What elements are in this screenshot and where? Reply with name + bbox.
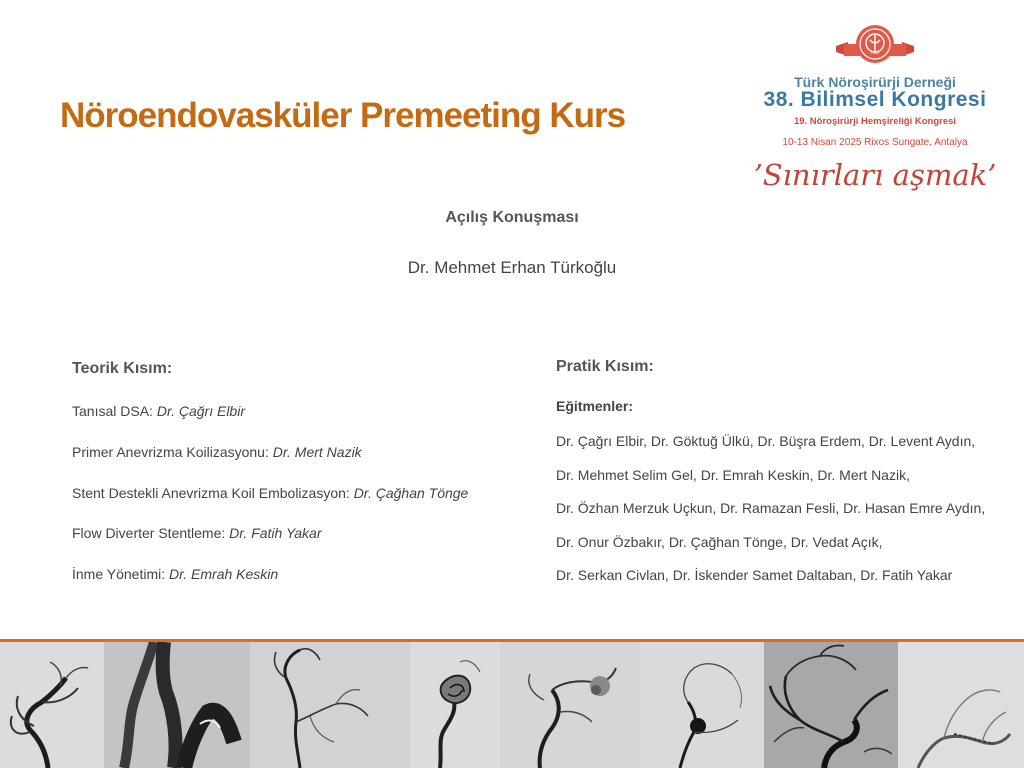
angiogram-image [0,642,104,768]
society-emblem-icon [834,22,916,74]
angiogram-image [764,642,898,768]
instructors-heading: Eğitmenler: [556,398,634,414]
theory-item [72,485,468,501]
logo-slogan: ’Sınırları aşmak’ [753,158,997,192]
theory-heading: Teorik Kısım: [72,360,173,377]
logo-society-name: Türk Nöroşirürji Derneği [794,74,956,90]
angiogram-image [250,642,410,768]
practice-heading: Pratik Kısım: [556,358,654,375]
theory-speaker: Dr. Çağrı Elbir [156,403,245,419]
theory-topic: Stent Destekli Anevrizma Koil Embolizasyon: [72,485,354,501]
instructor-line: Dr. Çağrı Elbir, Dr. Göktuğ Ülkü, Dr. Büşra Erdem, Dr. Levent Aydın, [556,433,976,449]
theory-topic: Primer Anevrizma Koilizasyonu: [72,444,273,460]
opening-speech-label: Açılış Konuşması [445,209,579,226]
instructor-line: Dr. Özhan Merzuk Uçkun, Dr. Ramazan Fesli, Dr. Hasan Emre Aydın, [556,500,986,516]
theory-speaker: Dr. Mert Nazik [272,444,362,460]
emblem-year: 1964 [870,50,880,55]
angiography-image-strip [0,642,1024,768]
theory-item [72,444,362,460]
slide-title: Nöroendovasküler Premeeting Kurs [60,96,626,135]
congress-logo [740,20,1010,200]
theory-item [72,525,322,541]
opening-speaker: Dr. Mehmet Erhan Türkoğlu [407,258,617,277]
angiogram-image [500,642,640,768]
theory-topic: İnme Yönetimi: [72,566,170,582]
angiogram-image [640,642,764,768]
theory-item [72,566,278,582]
theory-topic: Flow Diverter Stentleme: [72,525,230,541]
theory-item [72,403,245,419]
instructor-line: Dr. Onur Özbakır, Dr. Çağhan Tönge, Dr. Vedat Açık, [556,534,883,550]
angiogram-image [410,642,500,768]
instructor-line: Dr. Mehmet Selim Gel, Dr. Emrah Keskin, Dr. Mert Nazik, [556,467,910,483]
theory-topic: Tanısal DSA: [72,403,157,419]
angiogram-image [104,642,250,768]
angiogram-image [898,642,1024,768]
logo-congress-name: 38. Bilimsel Kongresi [763,88,987,111]
logo-nursing-congress: 19. Nöroşirürji Hemşireliği Kongresi [793,116,957,127]
theory-speaker: Dr. Çağhan Tönge [353,485,469,501]
logo-date-venue: 10-13 Nisan 2025 Rixos Sungate, Antalya [782,137,968,148]
instructor-line: Dr. Serkan Civlan, Dr. İskender Samet Daltaban, Dr. Fatih Yakar [556,567,953,583]
theory-speaker: Dr. Fatih Yakar [229,525,322,541]
theory-speaker: Dr. Emrah Keskin [169,566,279,582]
